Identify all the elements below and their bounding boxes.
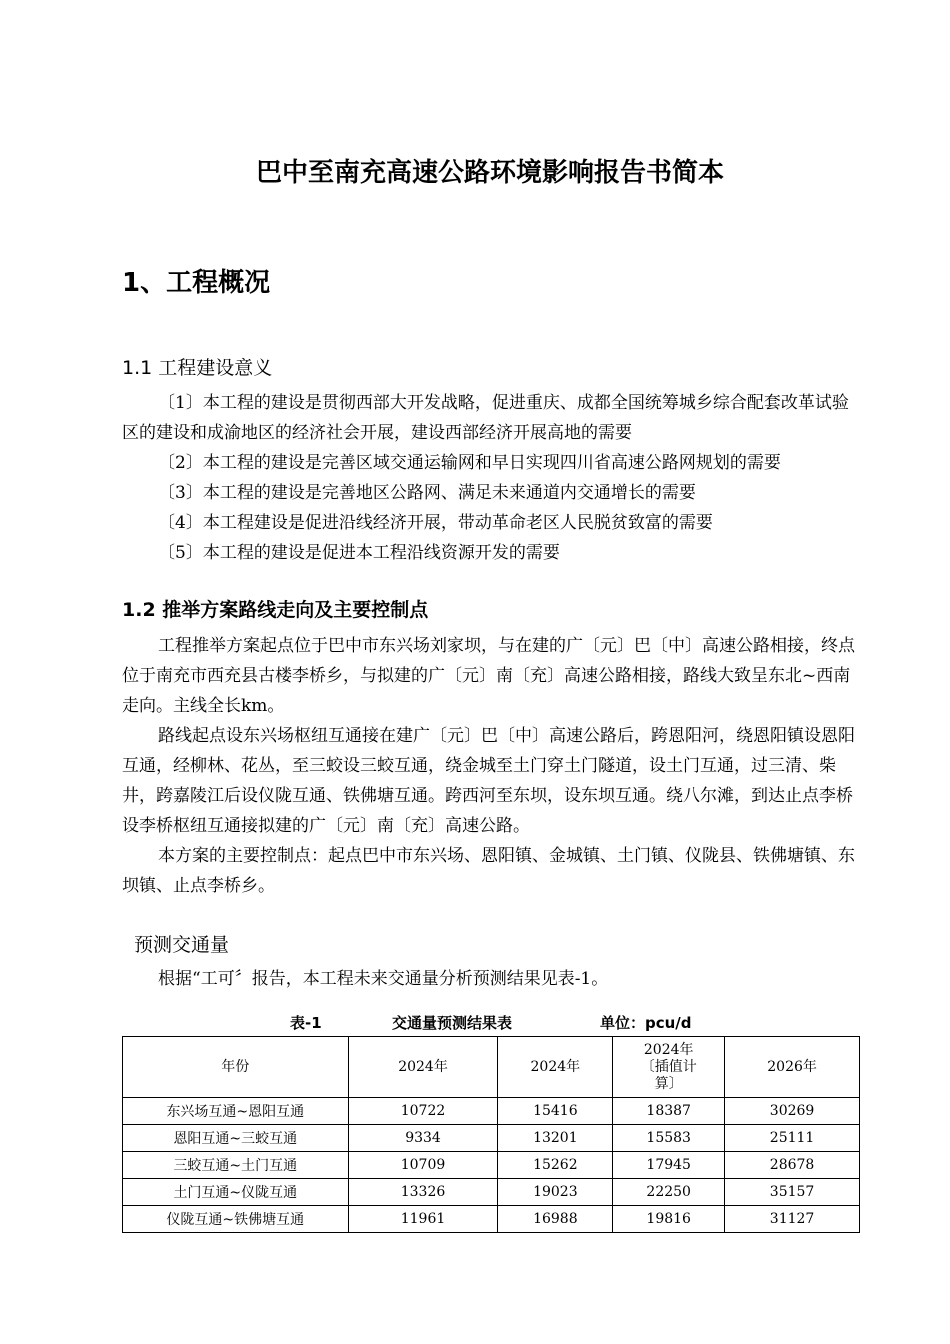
segment-cell: 土门互通~仪陇互通 [123,1179,349,1206]
table-row [123,1125,860,1152]
value-cell: 22250 [613,1179,725,1206]
value-cell: 28678 [725,1152,860,1179]
value-cell: 11961 [348,1206,498,1233]
value-cell: 13326 [348,1179,498,1206]
paragraph: 本方案的主要控制点：起点巴中市东兴场、恩阳镇、金城镇、土门镇、仪陇县、铁佛塘镇、东坝镇、止点李桥乡。 [122,846,855,896]
list-item: 〔5〕本工程的建设是促进本工程沿线资源开发的需要 [158,543,560,563]
header-year: 年份 [123,1037,349,1098]
table-header-row [123,1037,860,1098]
table-title: 交通量预测结果表 [392,1014,513,1032]
value-cell: 19023 [498,1179,613,1206]
table-row [123,1206,860,1233]
table-row [123,1152,860,1179]
segment-cell: 三蛟互通~土门互通 [123,1152,349,1179]
value-cell: 9334 [348,1125,498,1152]
header-col-3: 2024年 〔插值计 算〕 [613,1037,725,1098]
route-description [122,631,860,901]
value-cell: 15583 [613,1125,725,1152]
paragraph: 根据“工可〞报告，本工程未来交通量分析预测结果见表-1。 [158,969,609,989]
paragraph: 路线起点设东兴场枢纽互通接在建广〔元〕巴〔中〕高速公路后，跨恩阳河，绕恩阳镇设恩阳互通，经柳林、花丛，至三蛟设三蛟互通，绕金城至土门穿土门隧道，设土门互通，过三清、柴井，跨嘉陵江后设仪陇互通、铁佛塘互通。跨西河至东坝，设东坝互通。绕八尔滩，到达止点李桥设李桥枢纽互通接拟建的广〔元〕南〔充〕高速公路。 [122,726,855,836]
value-cell: 25111 [725,1125,860,1152]
value-cell: 16988 [498,1206,613,1233]
value-cell: 19816 [613,1206,725,1233]
subsection-heading-traffic: 预测交通量 [134,934,230,956]
value-cell: 18387 [613,1098,725,1125]
subsection-heading-significance: 1.1 工程建设意义 [122,357,273,379]
header-col-2: 2024年 [498,1037,613,1098]
table-unit: 单位：pcu/d [600,1014,692,1032]
list-item: 〔4〕本工程建设是促进沿线经济开展，带动革命老区人民脱贫致富的需要 [158,513,713,533]
table-number: 表-1 [290,1014,322,1032]
header-col-4: 2026年 [725,1037,860,1098]
header-col-1: 2024年 [348,1037,498,1098]
value-cell: 15262 [498,1152,613,1179]
paragraph: 工程推举方案起点位于巴中市东兴场刘家坝，与在建的广〔元〕巴〔中〕高速公路相接，终点位于南充市西充县古楼李桥乡，与拟建的广〔元〕南〔充〕高速公路相接，路线大致呈东北~西南走向。主线全长km。 [122,636,855,716]
segment-cell: 东兴场互通~恩阳互通 [123,1098,349,1125]
value-cell: 30269 [725,1098,860,1125]
traffic-intro [122,964,860,994]
table-row [123,1098,860,1125]
segment-cell: 恩阳互通~三蛟互通 [123,1125,349,1152]
value-cell: 10709 [348,1152,498,1179]
significance-list [122,388,860,568]
section-heading-overview: 1、工程概况 [122,268,271,298]
list-item: 〔1〕本工程的建设是贯彻西部大开发战略，促进重庆、成都全国统筹城乡综合配套改革试验区的建设和成渝地区的经济社会开展，建设西部经济开展高地的需要 [122,393,849,443]
document-title: 巴中至南充高速公路环境影响报告书简本 [255,158,724,188]
traffic-forecast-table [122,1036,860,1233]
table-row [123,1179,860,1206]
value-cell: 35157 [725,1179,860,1206]
value-cell: 10722 [348,1098,498,1125]
list-item: 〔3〕本工程的建设是完善地区公路网、满足未来通道内交通增长的需要 [158,483,696,503]
value-cell: 15416 [498,1098,613,1125]
value-cell: 17945 [613,1152,725,1179]
subsection-heading-route: 1.2 推举方案路线走向及主要控制点 [122,599,429,621]
list-item: 〔2〕本工程的建设是完善区域交通运输网和早日实现四川省高速公路网规划的需要 [158,453,781,473]
segment-cell: 仪陇互通~铁佛塘互通 [123,1206,349,1233]
value-cell: 13201 [498,1125,613,1152]
value-cell: 31127 [725,1206,860,1233]
